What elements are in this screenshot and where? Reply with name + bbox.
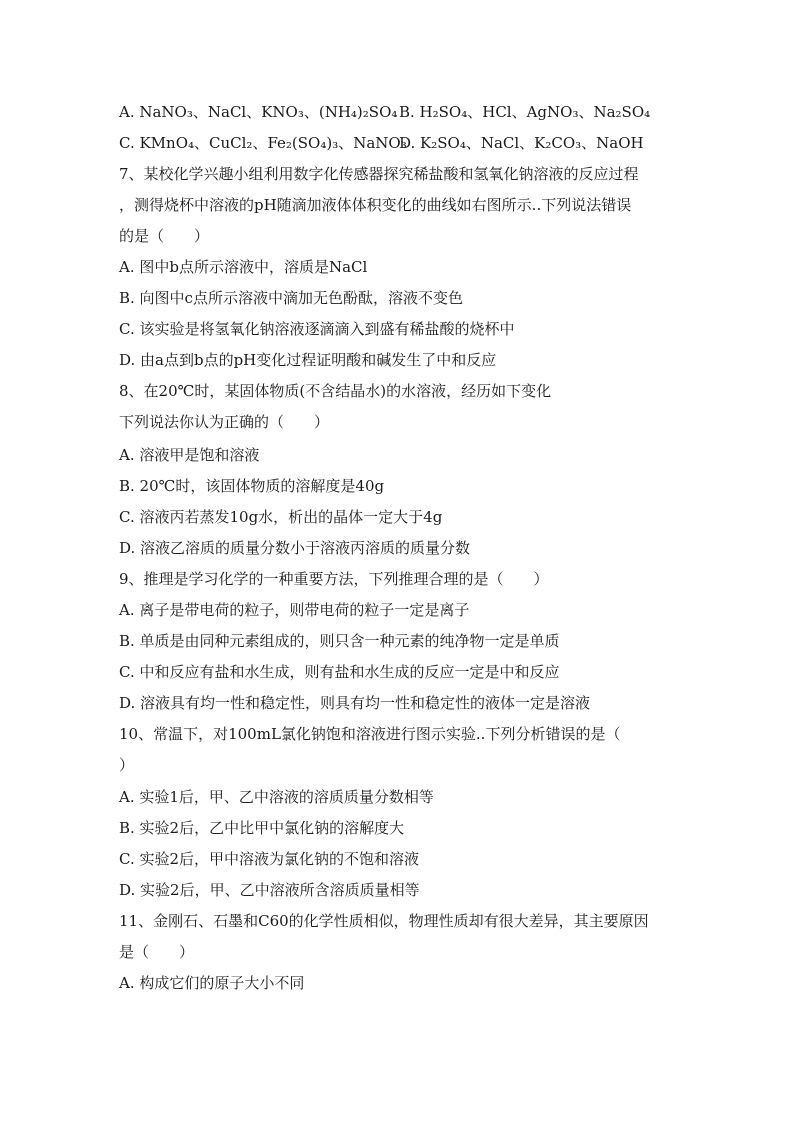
q6-option-a: A. NaNO₃、NaCl、KNO₃、(NH₄)₂SO₄ bbox=[119, 103, 398, 121]
q6-option-c: C. KMnO₄、CuCl₂、Fe₂(SO₄)₃、NaNO₃ bbox=[119, 134, 407, 152]
q7-option-c: C. 该实验是将氢氧化钠溶液逐滴滴入到盛有稀盐酸的烧杯中 bbox=[119, 320, 515, 338]
q8-option-a: A. 溶液甲是饱和溶液 bbox=[119, 446, 260, 464]
q7-stem-line-1: 7、某校化学兴趣小组利用数字化传感器探究稀盐酸和氢氧化钠溶液的反应过程 bbox=[119, 165, 639, 183]
q10-option-a: A. 实验1后，甲、乙中溶液的溶质质量分数相等 bbox=[119, 788, 434, 806]
q9-option-b: B. 单质是由同种元素组成的，则只含一种元素的纯净物一定是单质 bbox=[119, 632, 560, 650]
q8-option-d: D. 溶液乙溶质的质量分数小于溶液丙溶质的质量分数 bbox=[119, 539, 471, 557]
q7-stem-line-2: ，测得烧杯中溶液的pH随滴加液体体积变化的曲线如右图所示..下列说法错误 bbox=[119, 196, 632, 214]
q8-option-c: C. 溶液丙若蒸发10g水，析出的晶体一定大于4g bbox=[119, 508, 443, 526]
q10-option-b: B. 实验2后，乙中比甲中氯化钠的溶解度大 bbox=[119, 819, 405, 837]
q9-option-c: C. 中和反应有盐和水生成，则有盐和水生成的反应一定是中和反应 bbox=[119, 663, 560, 681]
q6-option-d: D. K₂SO₄、NaCl、K₂CO₃、NaOH bbox=[399, 134, 644, 152]
q7-option-a: A. 图中b点所示溶液中，溶质是NaCl bbox=[119, 258, 368, 276]
q9-option-d: D. 溶液具有均一性和稳定性，则具有均一性和稳定性的液体一定是溶液 bbox=[119, 694, 591, 712]
q7-option-b: B. 向图中c点所示溶液中滴加无色酚酞，溶液不变色 bbox=[119, 289, 463, 307]
q6-options-row-1 bbox=[119, 101, 651, 123]
q10-stem-line-2: ） bbox=[119, 756, 135, 774]
q7-stem-line-3: 的是（ ） bbox=[119, 227, 210, 245]
q10-option-d: D. 实验2后，甲、乙中溶液所含溶质质量相等 bbox=[119, 881, 420, 899]
q8-option-b: B. 20℃时，该固体物质的溶解度是40g bbox=[119, 477, 385, 495]
q10-stem-line-1: 10、常温下，对100mL氯化钠饱和溶液进行图示实验..下列分析错误的是（ bbox=[119, 725, 621, 743]
q11-option-a: A. 构成它们的原子大小不同 bbox=[119, 974, 305, 992]
q11-stem-line-2: 是（ ） bbox=[119, 943, 195, 961]
q8-stem-line-1: 8、在20℃时，某固体物质(不含结晶水)的水溶液，经历如下变化 bbox=[119, 382, 552, 400]
q6-option-b: B. H₂SO₄、HCl、AgNO₃、Na₂SO₄ bbox=[399, 103, 651, 121]
q6-options-row-2 bbox=[119, 132, 644, 154]
q9-option-a: A. 离子是带电荷的粒子，则带电荷的粒子一定是离子 bbox=[119, 601, 470, 619]
q10-option-c: C. 实验2后，甲中溶液为氯化钠的不饱和溶液 bbox=[119, 850, 420, 868]
q9-stem-line-1: 9、推理是学习化学的一种重要方法，下列推理合理的是（ ） bbox=[119, 570, 549, 588]
q11-stem-line-1: 11、金刚石、石墨和C60的化学性质相似，物理性质却有很大差异，其主要原因 bbox=[119, 912, 649, 930]
q7-option-d: D. 由a点到b点的pH变化过程证明酸和碱发生了中和反应 bbox=[119, 351, 497, 369]
q8-stem-line-2: 下列说法你认为正确的（ ） bbox=[119, 413, 330, 431]
